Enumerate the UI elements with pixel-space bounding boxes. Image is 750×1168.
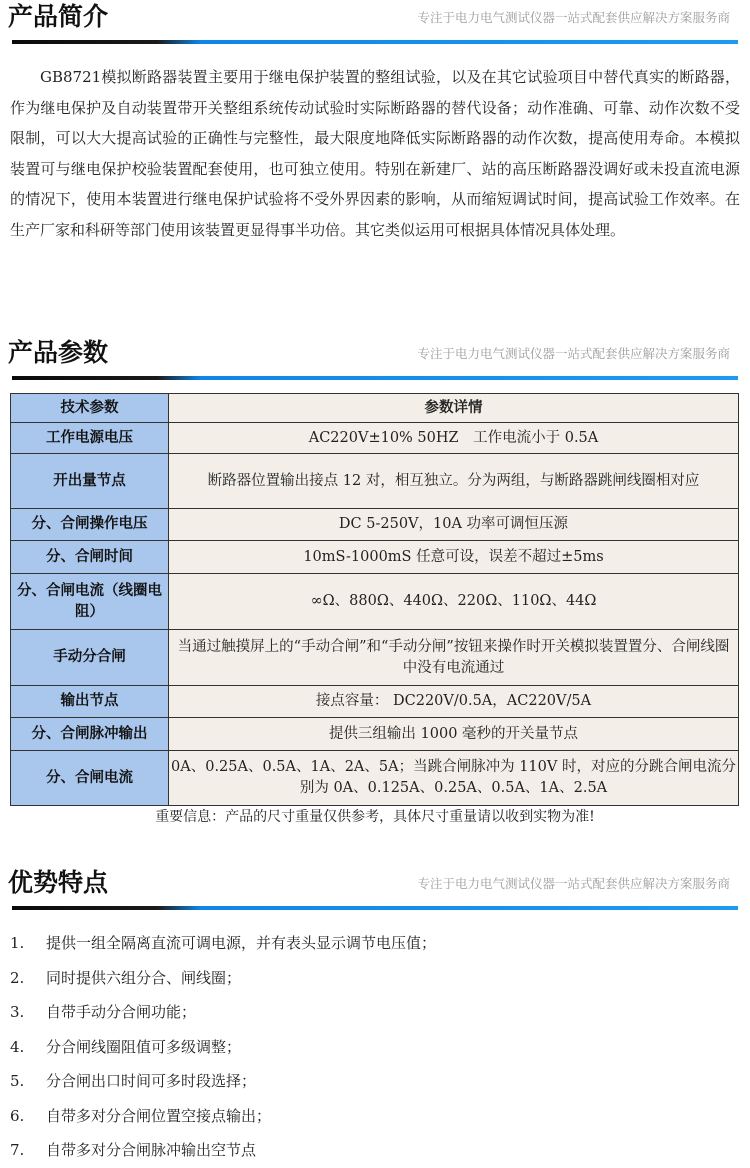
section-slogan: 专注于电力电气测试仪器一站式配套供应解决方案服务商 [417,346,730,361]
param-key: 分、合闸电流（线圈电阻） [11,574,169,630]
param-key: 输出节点 [11,686,169,718]
list-item [10,1133,740,1168]
item-text: 分合闸出口时间可多时段选择； [46,1072,257,1090]
table-row [11,686,739,718]
table-row [11,509,739,541]
item-number: 5. [10,1072,25,1090]
param-key: 工作电源电压 [11,423,169,454]
param-key: 分、合闸时间 [11,541,169,574]
list-item [10,1064,740,1099]
param-value: 0A、0.25A、0.5A、1A、2A、5A；当跳合闸脉冲为 110V 时，对应的分跳合闸电流分别为 0A、0.125A、0.25A、0.5A、1A、2.5A [169,751,739,806]
header-value: 参数详情 [169,394,739,423]
param-key: 开出量节点 [11,454,169,509]
section-divider [12,376,738,380]
params-table [10,393,739,806]
item-number: 4. [10,1037,25,1056]
param-key: 手动分合闸 [11,630,169,686]
section-title: 产品参数 [8,338,109,367]
item-text: 分合闸线圈阻值可多级调整； [46,1037,242,1056]
table-row [11,541,739,574]
section-divider [12,906,738,910]
param-key: 分、合闸脉冲输出 [11,718,169,751]
list-item [10,1030,740,1065]
disclaimer-note: 重要信息：产品的尺寸重量仅供参考，具体尺寸重量请以收到实物为准! [155,809,595,825]
param-key: 分、合闸操作电压 [11,509,169,541]
table-header-row [11,394,739,423]
section-header-intro [0,0,750,44]
param-value: 当通过触摸屏上的“手动合闸”和“手动分闸”按钮来操作时开关模拟装置置分、合闸线圈中没有电流通过 [169,630,739,686]
intro-paragraph: GB8721模拟断路器装置主要用于继电保护装置的整组试验，以及在其它试验项目中替代真实的断路器，作为继电保护及自动装置带开关整组系统传动试验时实际断路器的替代设备；动作准确、可靠、动作次数不受限制，可以大大提高试验的正确性与完整性，最大限度地降低实际断路器的动作次数，提高使用寿命。本模拟装置可与继电保护校验装置配套使用，也可独立使用。特别在新建厂、站的高压断路器没调好或未投直流电源的情况下，使用本装置进行继电保护试验将不受外界因素的影响，从而缩短调试时间，提高试验工作效率。在生产厂家和科研等部门使用该装置更显得事半功倍。其它类似运用可根据具体情况具体处理。 [10,68,740,239]
item-number: 7. [10,1141,25,1159]
param-key: 分、合闸电流 [11,751,169,806]
param-value: AC220V±10% 50HZ 工作电流小于 0.5A [169,423,739,454]
item-number: 1. [10,934,25,952]
table-row [11,574,739,630]
header-key: 技术参数 [11,394,169,423]
param-value: 断路器位置输出接点 12 对，相互独立。分为两组，与断路器跳闸线圈相对应 [169,454,739,509]
item-text: 自带多对分合闸脉冲输出空节点 [46,1141,257,1159]
list-item [10,995,740,1030]
table-row [11,454,739,509]
section-divider [12,40,738,44]
item-number: 2. [10,968,25,987]
item-text: 同时提供六组分合、闸线圈； [46,968,242,987]
section-slogan: 专注于电力电气测试仪器一站式配套供应解决方案服务商 [417,10,730,25]
item-number: 6. [10,1106,25,1125]
table-row [11,630,739,686]
param-value: 接点容量： DC220V/0.5A，AC220V/5A [169,686,739,718]
section-title: 优势特点 [8,868,109,897]
section-slogan: 专注于电力电气测试仪器一站式配套供应解决方案服务商 [417,876,730,891]
item-text: 提供一组全隔离直流可调电源，并有表头显示调节电压值； [46,934,437,952]
section-title: 产品简介 [8,2,109,31]
item-text: 自带手动分合闸功能； [46,1003,197,1021]
item-number: 3. [10,1003,25,1021]
param-value: ∞Ω、880Ω、440Ω、220Ω、110Ω、44Ω [169,574,739,630]
param-value: DC 5-250V，10A 功率可调恒压源 [169,509,739,541]
item-text: 自带多对分合闸位置空接点输出； [46,1106,272,1125]
param-value: 提供三组输出 1000 毫秒的开关量节点 [169,718,739,751]
section-header-params [0,336,750,380]
section-header-features [0,866,750,910]
table-row [11,718,739,751]
param-value: 10mS-1000mS 任意可设，误差不超过±5ms [169,541,739,574]
feature-list [10,926,740,1168]
list-item [10,961,740,996]
list-item [10,926,740,961]
list-item [10,1099,740,1134]
table-row [11,423,739,454]
table-row [11,751,739,806]
